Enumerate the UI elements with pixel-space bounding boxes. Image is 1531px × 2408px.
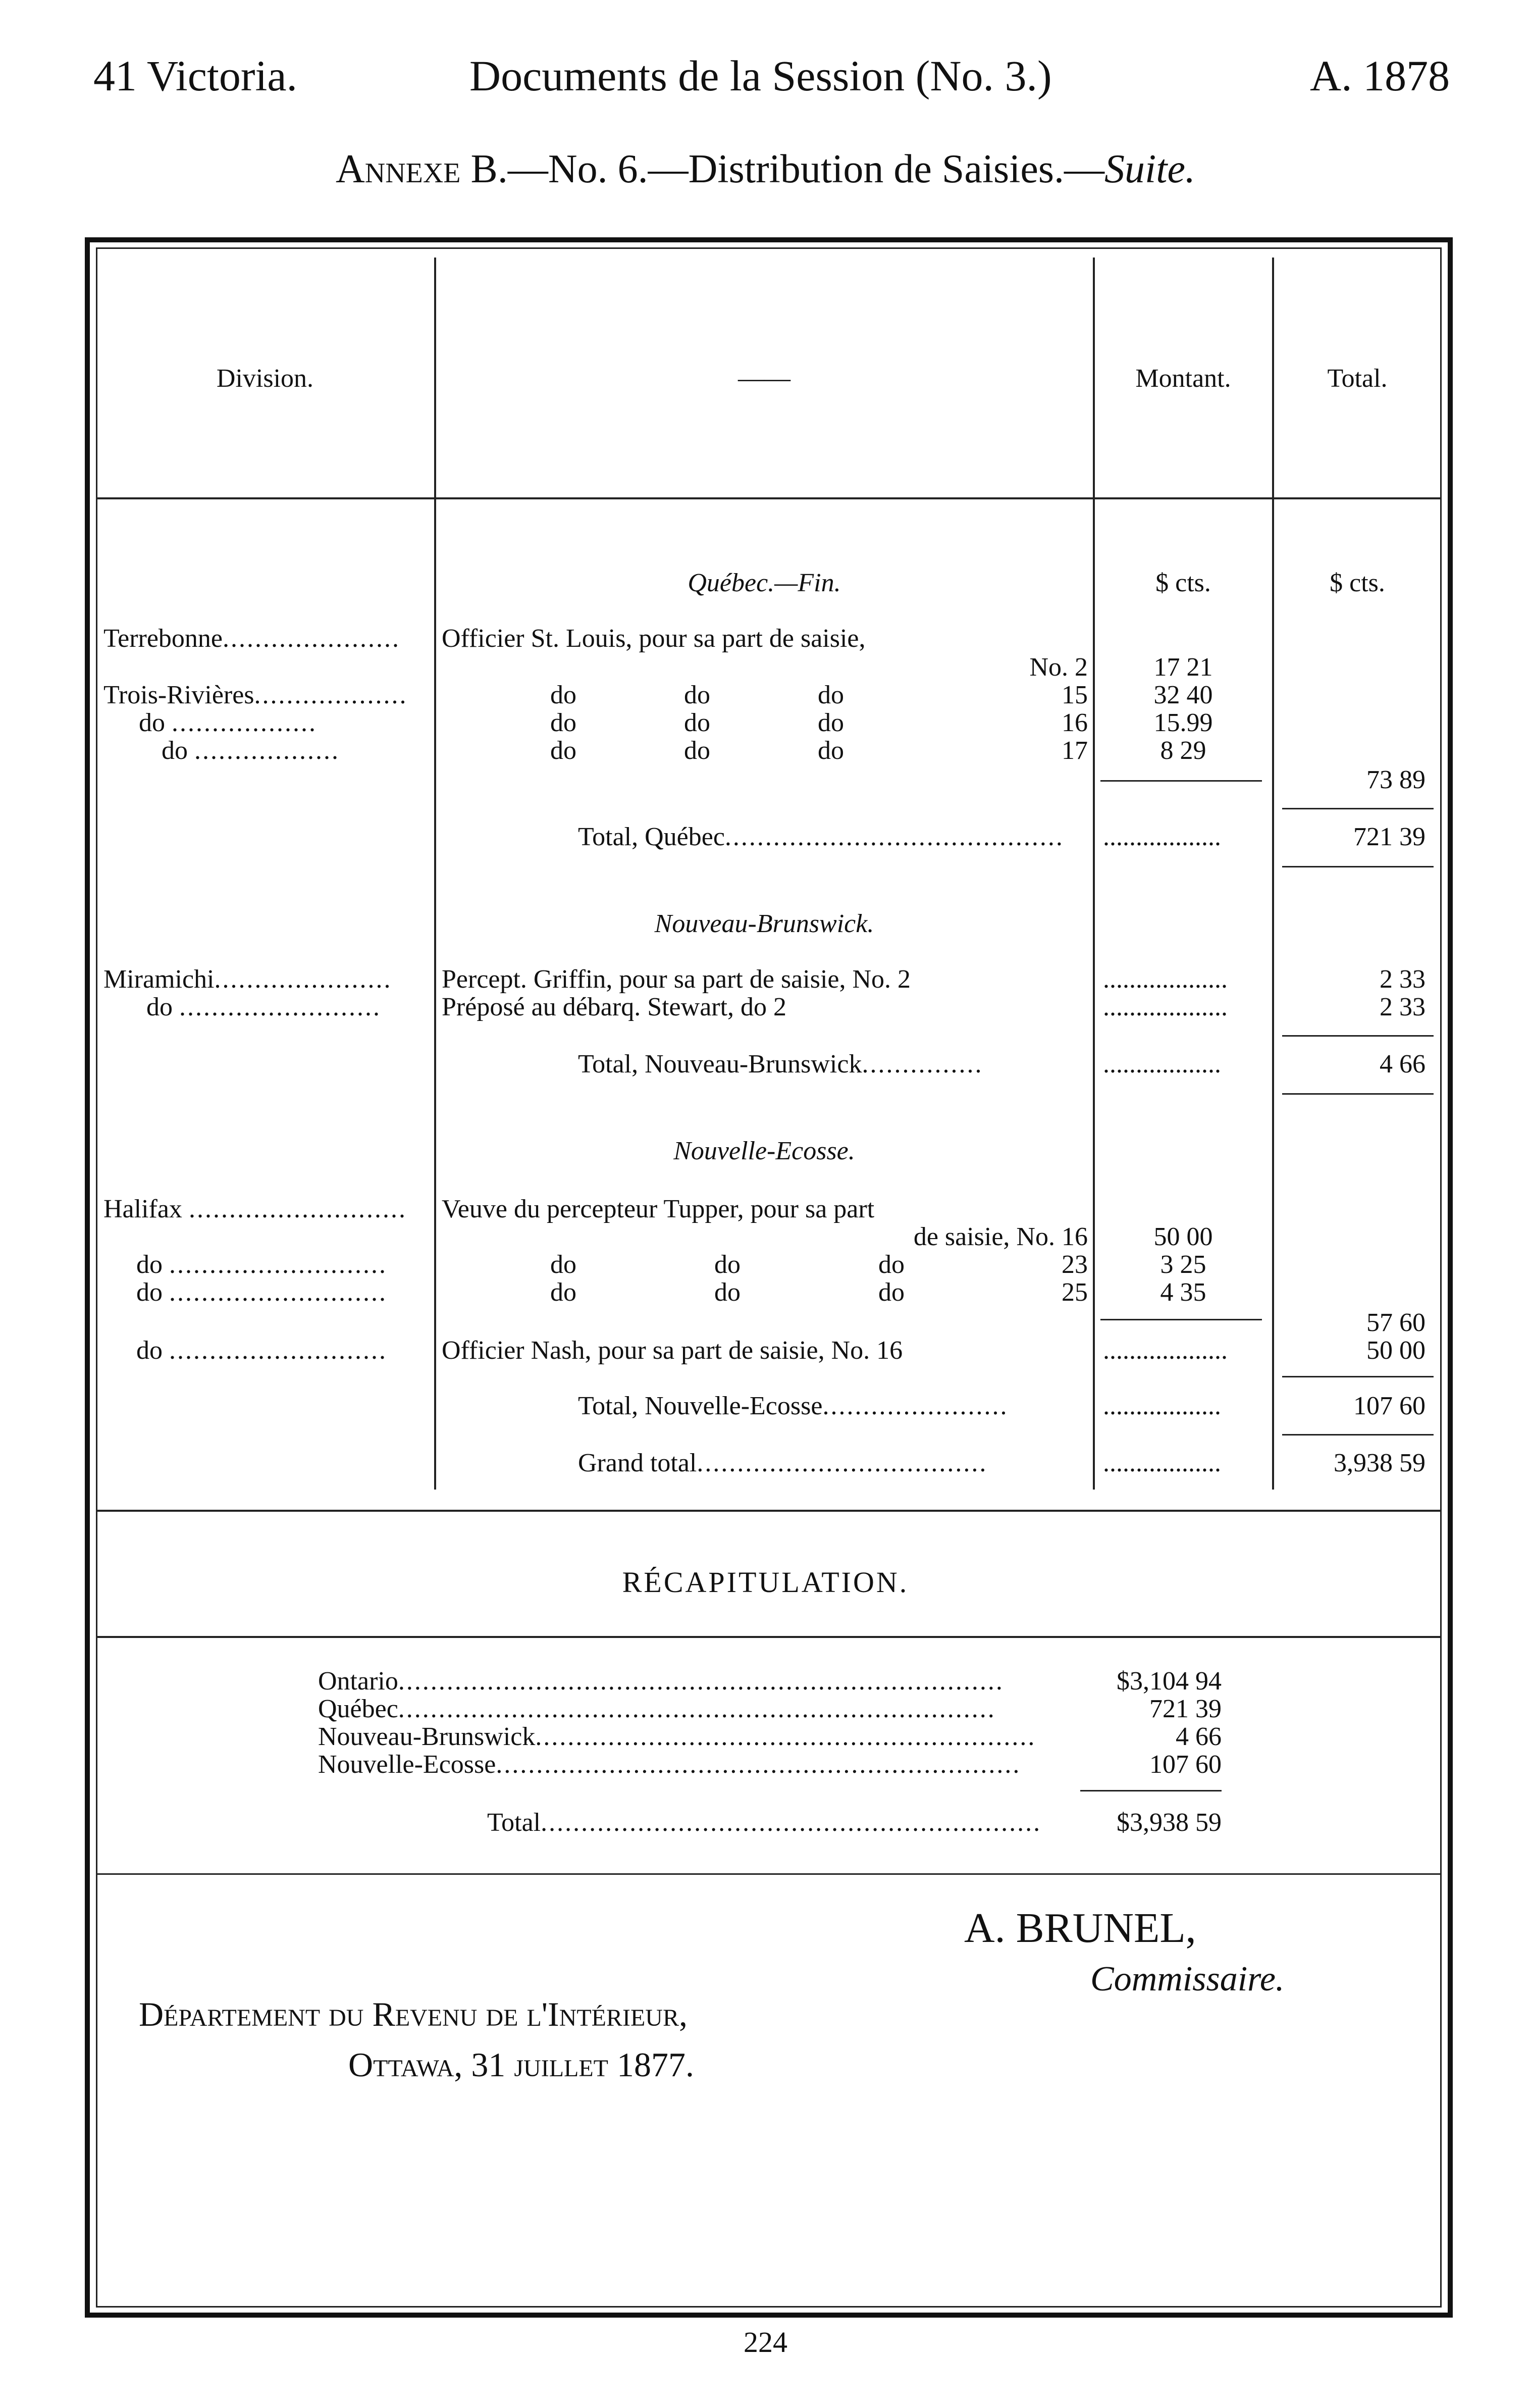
division-cell: Trois-Rivières................... — [103, 681, 408, 709]
unit-montant: $ cts. — [1155, 569, 1211, 597]
header-division: Division. — [216, 364, 314, 393]
montant-dots: ................... — [1103, 1336, 1228, 1365]
recap-value: $3,104 94 — [1117, 1667, 1222, 1696]
recap-value: 721 39 — [1149, 1695, 1222, 1723]
division-cell: do ........................... — [136, 1278, 387, 1307]
title-suite: Suite. — [1104, 147, 1196, 191]
number-cell: 23 — [1062, 1250, 1088, 1279]
total-cell: 2 33 — [1380, 965, 1426, 994]
subtotal-rule — [1282, 1035, 1434, 1037]
total-rule — [1282, 1434, 1434, 1436]
description-cell: do do do — [550, 708, 844, 737]
total-label: Total, Nouvelle-Ecosse....................... — [578, 1392, 1009, 1420]
description-cell: do do do — [550, 1278, 905, 1307]
recap-row: Ontario........................................................................... — [318, 1667, 1004, 1696]
running-head-right: A. 1878 — [1310, 52, 1450, 100]
division-cell: do ......................... — [146, 993, 381, 1021]
division-cell: do .................. — [162, 736, 340, 765]
montant-cell: 17 21 — [1153, 653, 1213, 682]
division-cell: do ........................... — [136, 1250, 387, 1279]
montant-dots: ................... — [1103, 993, 1228, 1021]
description-cell: Veuve du percepteur Tupper, pour sa part — [442, 1195, 875, 1223]
recap-rule — [96, 1636, 1442, 1638]
montant-cell: 4 35 — [1160, 1278, 1206, 1307]
signature-name: A. BRUNEL, — [964, 1905, 1196, 1952]
department-line2: Ottawa, 31 juillet 1877. — [348, 2045, 694, 2084]
total-cell: 107 60 — [1353, 1392, 1426, 1420]
total-cell: 50 00 — [1366, 1336, 1426, 1365]
number-cell: 16 — [1062, 708, 1088, 737]
section-heading-quebec: Québec.—Fin. — [688, 569, 841, 597]
grand-total-value: 3,938 59 — [1334, 1449, 1426, 1477]
montant-cell: 3 25 — [1160, 1250, 1206, 1279]
header-montant: Montant. — [1135, 364, 1231, 393]
col-divider-1 — [434, 258, 436, 1490]
page-number: 224 — [744, 2326, 787, 2359]
montant-dots: ................... — [1103, 965, 1228, 994]
number-cell: No. 2 — [1029, 653, 1088, 682]
subtotal-cell: 57 60 — [1366, 1308, 1426, 1337]
grand-total-label: Grand total.................................... — [578, 1449, 988, 1477]
section-heading-nb: Nouveau-Brunswick. — [654, 909, 874, 938]
division-cell: Halifax ........................... — [103, 1195, 407, 1223]
unit-total: $ cts. — [1330, 569, 1385, 597]
number-cell: 15 — [1062, 681, 1088, 709]
subtotal-rule — [1282, 808, 1434, 809]
division-cell: do ........................... — [136, 1336, 387, 1365]
section-heading-ne: Nouvelle-Ecosse. — [673, 1137, 855, 1165]
subtotal-rule — [1282, 1376, 1434, 1377]
recap-row: Québec.......................................................................... — [318, 1695, 996, 1723]
montant-cell: 8 29 — [1160, 736, 1206, 765]
total-label: Total, Québec.......................................... — [578, 823, 1064, 851]
recap-total: Total.............................................................. — [487, 1808, 1042, 1837]
description-cell: Officier St. Louis, pour sa part de saisie, — [442, 624, 866, 653]
division-cell: Terrebonne...................... — [103, 624, 401, 653]
department-line1: Département du Revenu de l'Intérieur, — [139, 1995, 688, 2033]
recap-bottom-rule — [96, 1873, 1442, 1875]
description-cont: de saisie, No. 16 — [913, 1222, 1088, 1251]
number-cell: 17 — [1062, 736, 1088, 765]
description-cell: Officier Nash, pour sa part de saisie, No. 16 — [442, 1336, 903, 1365]
total-rule — [1282, 866, 1434, 867]
division-cell: Miramichi...................... — [103, 965, 392, 994]
description-cell: Percept. Griffin, pour sa part de saisie, No. 2 — [442, 965, 911, 994]
recap-row: Nouvelle-Ecosse................................................................. — [318, 1750, 1021, 1779]
number-cell: 25 — [1062, 1278, 1088, 1307]
description-cell: do do do — [550, 1250, 905, 1279]
table-bottom-rule — [96, 1510, 1442, 1512]
subtotal-rule — [1100, 780, 1262, 782]
total-cell: 721 39 — [1353, 823, 1426, 851]
running-head-center: Documents de la Session (No. 3.) — [469, 52, 1052, 100]
subtotal-rule — [1100, 1319, 1262, 1320]
recap-total-rule — [1080, 1790, 1222, 1791]
montant-cell: 50 00 — [1153, 1222, 1213, 1251]
description-cell: do do do — [550, 681, 844, 709]
total-cell: 4 66 — [1380, 1050, 1426, 1079]
running-head-left: 41 Victoria. — [93, 52, 298, 100]
recap-row: Nouveau-Brunswick.............................................................. — [318, 1722, 1036, 1751]
total-dots: .................. — [1103, 823, 1221, 851]
title-annexe: Annexe — [335, 147, 461, 191]
description-cell: do do do — [550, 736, 844, 765]
header-rule — [96, 497, 1442, 499]
page-title — [0, 146, 1531, 192]
division-cell: do .................. — [139, 708, 317, 737]
montant-cell: 15.99 — [1153, 708, 1213, 737]
header-description: —— — [738, 364, 790, 393]
total-dots: .................. — [1103, 1392, 1221, 1420]
total-rule — [1282, 1093, 1434, 1095]
subtotal-cell: 73 89 — [1366, 765, 1426, 794]
total-dots: .................. — [1103, 1449, 1221, 1477]
description-cell: Préposé au débarq. Stewart, do 2 — [442, 993, 787, 1021]
total-label: Total, Nouveau-Brunswick............... — [578, 1050, 983, 1079]
recap-value: 107 60 — [1149, 1750, 1222, 1779]
montant-cell: 32 40 — [1153, 681, 1213, 709]
col-divider-3 — [1272, 258, 1274, 1490]
recap-total-value: $3,938 59 — [1117, 1808, 1222, 1837]
recap-value: 4 66 — [1176, 1722, 1222, 1751]
signature-role: Commissaire. — [1090, 1960, 1285, 1999]
title-rest: B.—No. 6.—Distribution de Saisies.— — [470, 147, 1105, 191]
header-total: Total. — [1327, 364, 1388, 393]
recap-title: RÉCAPITULATION. — [622, 1566, 909, 1599]
total-dots: .................. — [1103, 1050, 1221, 1079]
total-cell: 2 33 — [1380, 993, 1426, 1021]
